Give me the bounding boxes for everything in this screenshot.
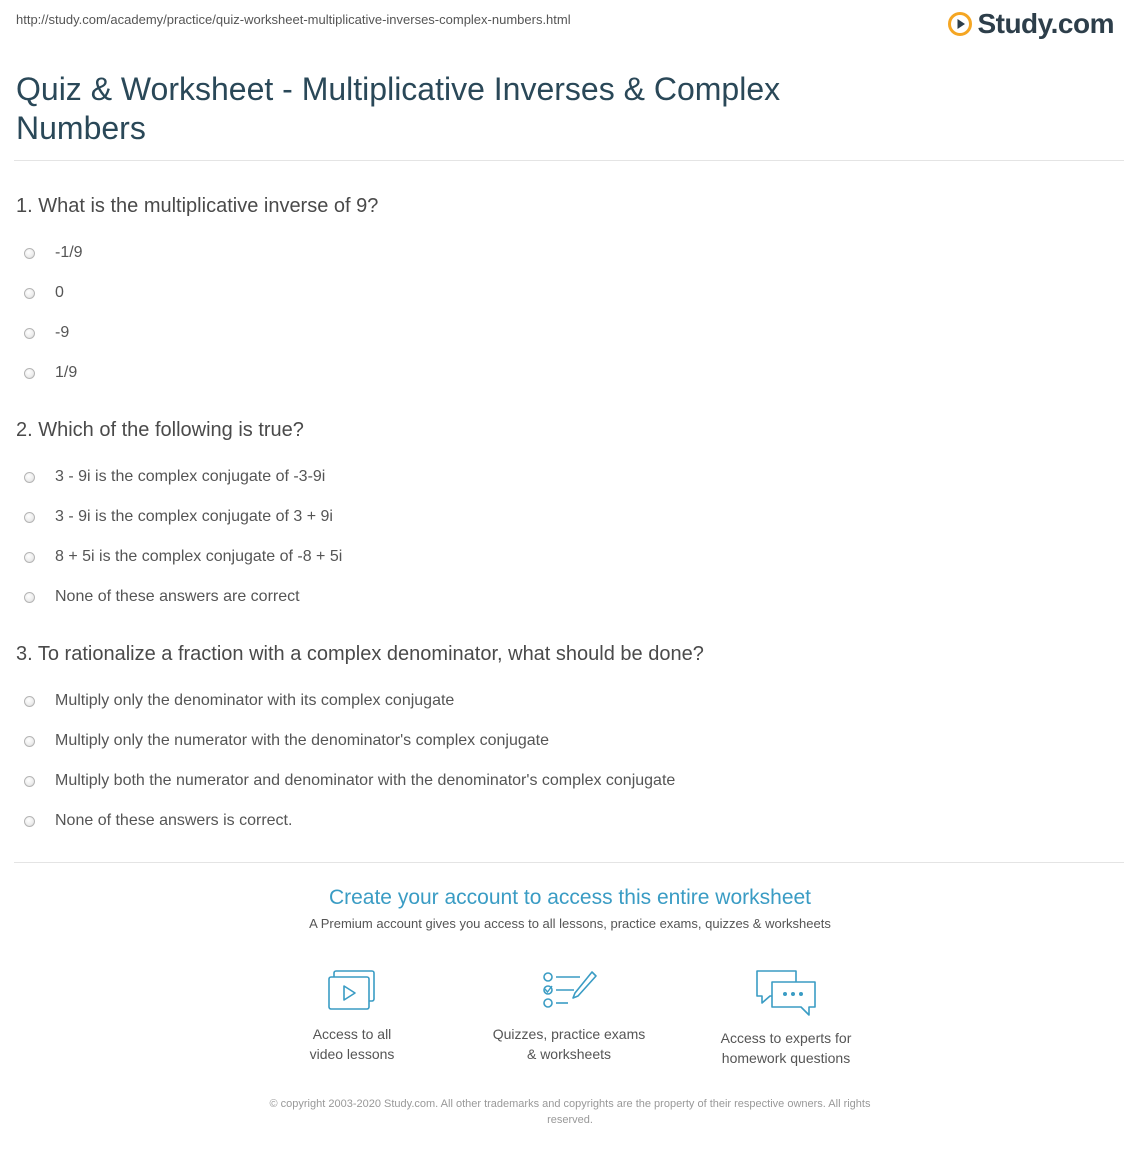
radio-icon[interactable] (24, 696, 35, 707)
video-lessons-icon (326, 968, 378, 1014)
radio-icon[interactable] (24, 592, 35, 603)
answer-label: -1/9 (55, 244, 83, 261)
feature-quizzes (474, 968, 664, 1064)
feature-label-line: homework questions (721, 1050, 851, 1066)
question-1 (16, 193, 1116, 393)
create-account-link[interactable]: Create your account to access this entire worksheet (328, 886, 812, 909)
answer-option[interactable] (16, 801, 1116, 841)
answer-label: None of these answers are correct (55, 588, 300, 605)
radio-icon[interactable] (24, 736, 35, 747)
feature-label (474, 1024, 664, 1064)
play-logo-icon (948, 12, 972, 36)
feature-label-line: video lessons (309, 1046, 395, 1062)
radio-icon[interactable] (24, 776, 35, 787)
feature-label (257, 1024, 447, 1064)
answer-options (16, 233, 1116, 393)
answer-label: Multiply only the denominator with its complex conjugate (55, 692, 455, 709)
answer-option[interactable] (16, 577, 1116, 617)
answer-label: 1/9 (55, 364, 78, 381)
feature-experts (691, 968, 881, 1068)
copyright-line: reserved. (547, 1114, 593, 1126)
chat-bubbles-icon (754, 968, 818, 1018)
answer-label: -9 (55, 324, 70, 341)
title-divider (14, 160, 1124, 161)
feature-label-line: Access to all (312, 1026, 392, 1042)
question-3 (16, 641, 1116, 841)
radio-icon[interactable] (24, 328, 35, 339)
answer-option[interactable] (16, 681, 1116, 721)
answer-label: 8 + 5i is the complex conjugate of -8 + 5i (55, 548, 343, 565)
answer-option[interactable] (16, 537, 1116, 577)
answer-option[interactable] (16, 457, 1116, 497)
feature-video-lessons (257, 968, 447, 1064)
answer-option[interactable] (16, 721, 1116, 761)
answer-label: Multiply only the numerator with the denominator's complex conjugate (55, 732, 549, 749)
answer-options (16, 681, 1116, 841)
radio-icon[interactable] (24, 472, 35, 483)
question-text: 3. To rationalize a fraction with a complex denominator, what should be done? (16, 643, 704, 665)
copyright-line: © copyright 2003-2020 Study.com. All other trademarks and copyrights are the property of their respective owners. All rights (269, 1098, 871, 1110)
answer-option[interactable] (16, 233, 1116, 273)
answer-label: None of these answers is correct. (55, 812, 293, 829)
answer-label: 3 - 9i is the complex conjugate of -3-9i (55, 468, 326, 485)
feature-label-line: Quizzes, practice exams (492, 1026, 646, 1042)
answer-option[interactable] (16, 497, 1116, 537)
question-text: 1. What is the multiplicative inverse of 9? (16, 195, 379, 217)
page-url: http://study.com/academy/practice/quiz-worksheet-multiplicative-inverses-complex-numbers.html (16, 12, 571, 27)
radio-icon[interactable] (24, 248, 35, 259)
feature-label-line: Access to experts for (720, 1030, 852, 1046)
cta-divider (14, 862, 1124, 863)
answer-option[interactable] (16, 353, 1116, 393)
quiz-checklist-icon (540, 968, 598, 1014)
answer-label: 3 - 9i is the complex conjugate of 3 + 9i (55, 508, 333, 525)
feature-label-line: & worksheets (526, 1046, 612, 1062)
logo-wordmark: Study.com (977, 8, 1114, 39)
feature-label (691, 1028, 881, 1068)
page-title: Quiz & Worksheet - Multiplicative Inverses & Complex Numbers (16, 71, 781, 146)
radio-icon[interactable] (24, 512, 35, 523)
radio-icon[interactable] (24, 368, 35, 379)
question-text: 2. Which of the following is true? (16, 419, 304, 441)
radio-icon[interactable] (24, 288, 35, 299)
copyright-notice (210, 1096, 930, 1128)
answer-option[interactable] (16, 761, 1116, 801)
radio-icon[interactable] (24, 816, 35, 827)
answer-option[interactable] (16, 313, 1116, 353)
question-2 (16, 417, 1116, 617)
answer-options (16, 457, 1116, 617)
radio-icon[interactable] (24, 552, 35, 563)
answer-option[interactable] (16, 273, 1116, 313)
answer-label: 0 (55, 284, 64, 301)
premium-description: A Premium account gives you access to all lessons, practice exams, quizzes & worksheets (309, 916, 831, 931)
study-logo[interactable] (948, 8, 1114, 40)
answer-label: Multiply both the numerator and denominator with the denominator's complex conjugate (55, 772, 676, 789)
